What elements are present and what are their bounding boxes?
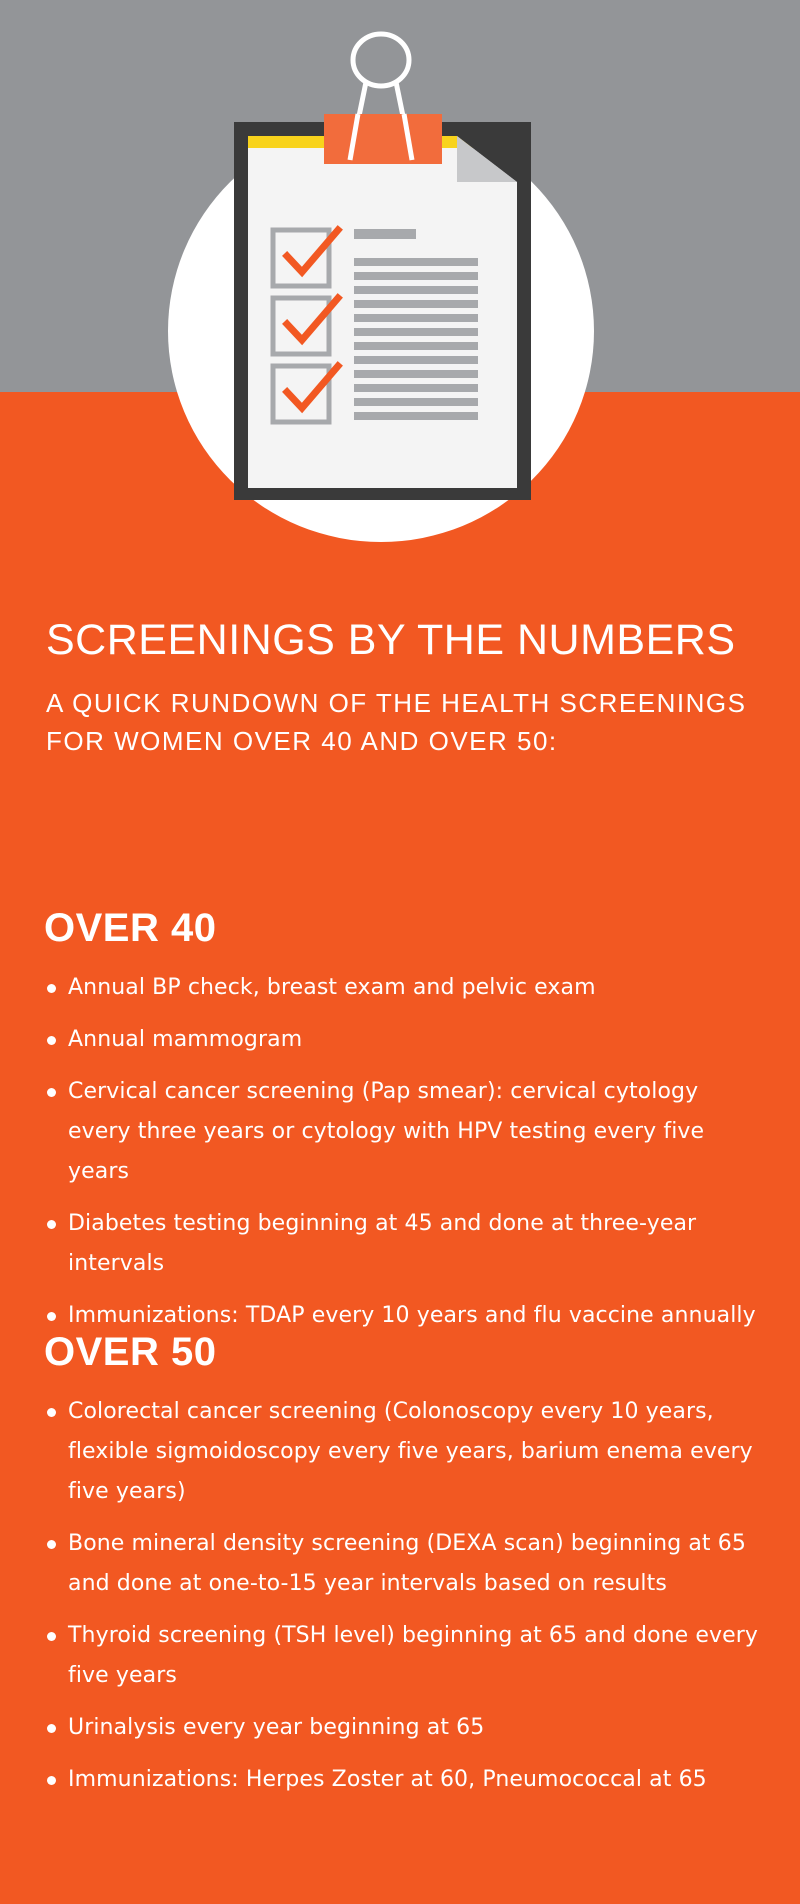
bullet-icon bbox=[47, 1408, 56, 1417]
bullet-icon bbox=[47, 984, 56, 993]
list-item bbox=[44, 1524, 764, 1604]
list-item bbox=[44, 1204, 764, 1284]
list-item-text: Colorectal cancer screening (Colonoscopy every 10 years, flexible sigmoidoscopy every five years, barium enema every five years) bbox=[68, 1399, 753, 1504]
section-over-50 bbox=[44, 1326, 764, 1812]
page-subtitle: A QUICK RUNDOWN OF THE HEALTH SCREENINGS FOR WOMEN OVER 40 AND OVER 50: bbox=[46, 688, 747, 756]
clip-ring bbox=[353, 34, 409, 86]
bullet-icon bbox=[47, 1036, 56, 1045]
list-item-text: Diabetes testing beginning at 45 and done at three-year intervals bbox=[68, 1211, 697, 1276]
list-item-text: Immunizations: Herpes Zoster at 60, Pneumococcal at 65 bbox=[68, 1767, 707, 1792]
orange-clip bbox=[324, 114, 442, 164]
list-item-text: Immunizations: TDAP every 10 years and flu vaccine annually bbox=[68, 1303, 756, 1328]
bullet-icon bbox=[47, 1312, 56, 1321]
bullet-icon bbox=[47, 1776, 56, 1785]
list-item bbox=[44, 1072, 764, 1192]
bullet-icon bbox=[47, 1540, 56, 1549]
list-item bbox=[44, 1760, 764, 1800]
bullet-icon bbox=[47, 1724, 56, 1733]
clipboard-paper bbox=[248, 136, 517, 488]
section-heading: OVER 50 bbox=[44, 1330, 217, 1374]
list-item bbox=[44, 1020, 764, 1060]
list-item-text: Annual mammogram bbox=[68, 1027, 303, 1052]
section-over-40 bbox=[44, 902, 764, 1348]
bullet-icon bbox=[47, 1220, 56, 1229]
list-item-text: Urinalysis every year beginning at 65 bbox=[68, 1715, 485, 1740]
clipboard-checklist-icon bbox=[0, 0, 800, 560]
bullet-icon bbox=[47, 1088, 56, 1097]
list-item bbox=[44, 968, 764, 1008]
list-item-text: Annual BP check, breast exam and pelvic exam bbox=[68, 975, 596, 1000]
section-heading: OVER 40 bbox=[44, 906, 217, 950]
page-title: SCREENINGS BY THE NUMBERS bbox=[46, 616, 736, 664]
bullet-icon bbox=[47, 1632, 56, 1641]
list-item bbox=[44, 1708, 764, 1748]
list-item bbox=[44, 1616, 764, 1696]
list-item-text: Thyroid screening (TSH level) beginning at 65 and done every five years bbox=[68, 1623, 759, 1688]
list-item-text: Cervical cancer screening (Pap smear): cervical cytology every three years or cytology with HPV testing every five years bbox=[68, 1079, 705, 1184]
list-item-text: Bone mineral density screening (DEXA scan) beginning at 65 and done at one-to-15 year intervals based on results bbox=[68, 1531, 746, 1596]
list-item bbox=[44, 1392, 764, 1512]
